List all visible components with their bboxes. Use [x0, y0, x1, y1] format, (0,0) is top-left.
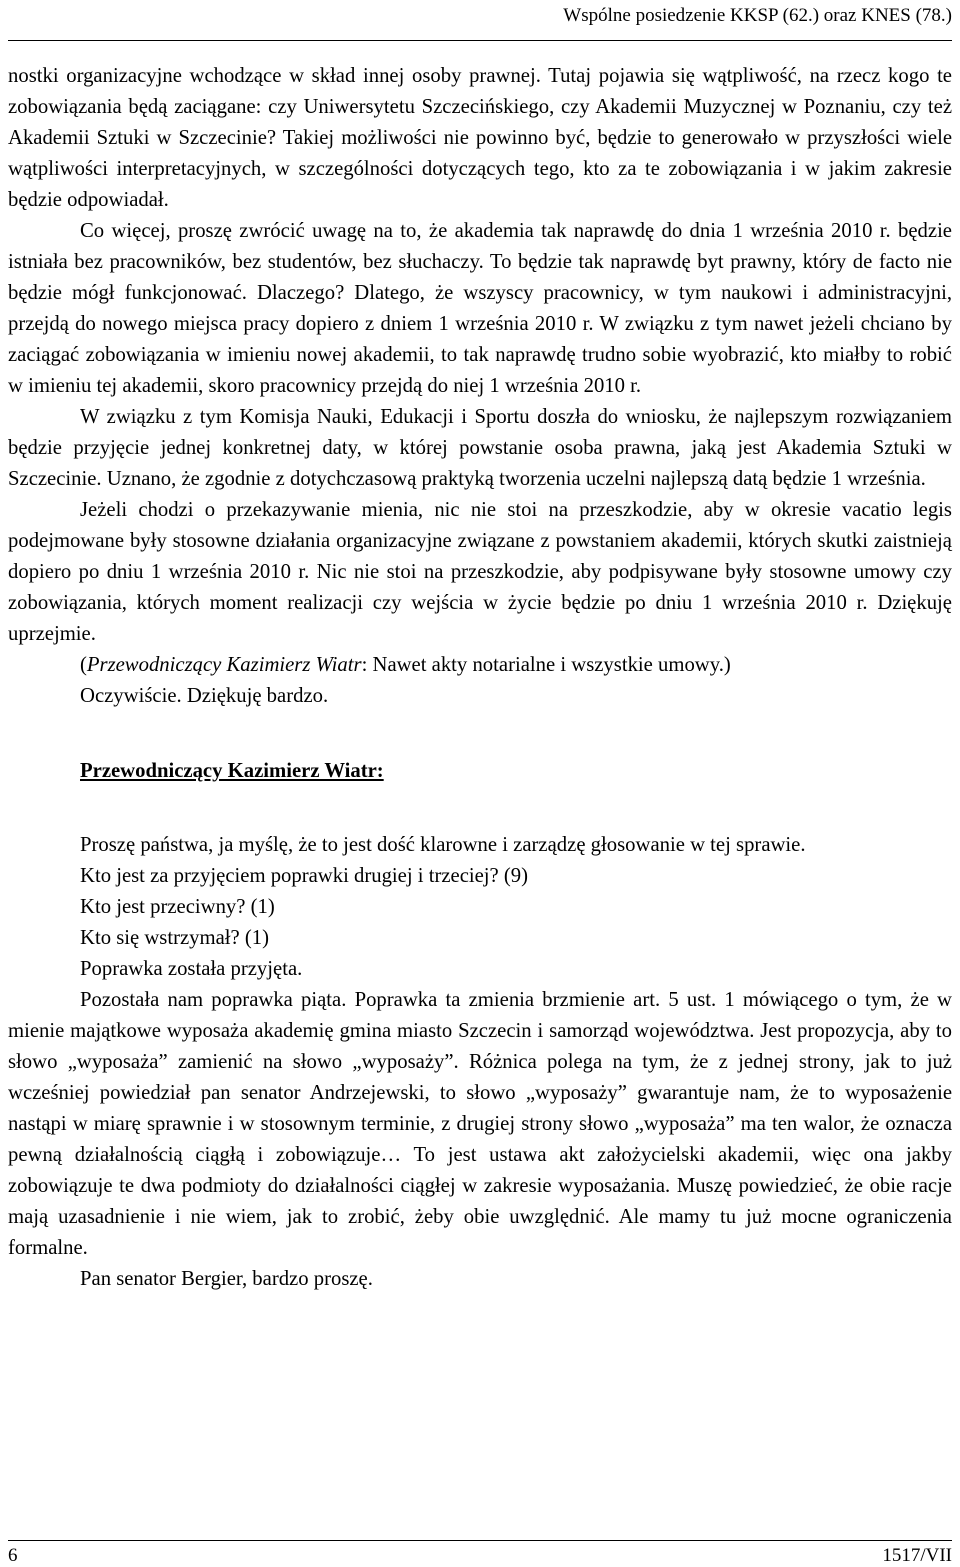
paragraph: W związku z tym Komisja Nauki, Edukacji i Sportu doszła do wniosku, że najlepszym rozwiązaniem będzie przyjęcie jednej konkretnej daty, w której powstanie osoba prawna, jaką jest Akademia Sztuki w Szczecinie. Uznano, że zgodnie z dotychczasową praktyką tworzenia uczelni najlepszą datą będzie 1 września. — [8, 406, 952, 490]
paragraph: Kto się wstrzymał? (1) — [80, 927, 270, 949]
paragraph: Co więcej, proszę zwrócić uwagę na to, że akademia tak naprawdę do dnia 1 września 2010 r. będzie istniała bez pracowników, bez studentów, bez słuchaczy. To będzie tak naprawdę byt prawny, który de facto nie będzie mógł funkcjonować. Dlaczego? Dlatego, że wszyscy pracownicy, w tym naukowi i administracyjni, przejdą do nowego miejsca pracy dopiero z dniem 1 września 2010 r. W związku z tym nawet jeżeli chciano by zaciągać zobowiązania w imieniu nowej akademii, to tak naprawdę trudno sobie wyobrazić, kto miałby to robić w imieniu tej akademii, skoro pracownicy przejdą do niej 1 września 2010 r. — [8, 220, 952, 397]
paragraph: Pan senator Bergier, bardzo proszę. — [80, 1268, 373, 1290]
document-number: 1517/VII — [882, 1545, 952, 1566]
interjection — [8, 650, 952, 681]
page-header — [8, 0, 952, 41]
paragraph: Jeżeli chodzi o przekazywanie mienia, nic nie stoi na przeszkodzie, aby w okresie vacatio legis podejmowane były stosowne działania organizacyjne związane z powstaniem akademii, których skutki zaistnieją dopiero po dniu 1 września 2010 r. Nic nie stoi na przeszkodzie, aby podpisywane były stosowne umowy czy zobowiązania, których moment realizacji czy wejścia w życie będzie po dniu 1 września 2010 r. Dziękuję uprzejmie. — [8, 499, 952, 645]
page-footer — [8, 1540, 952, 1566]
header-title: Wspólne posiedzenie KKSP (62.) oraz KNES (78.) — [563, 5, 952, 26]
paragraph: Pozostała nam poprawka piąta. Poprawka ta zmienia brzmienie art. 5 ust. 1 mówiącego o tym, że w mienie majątkowe wyposaża akademię gmina miasto Szczecin i samorząd województwa. Jest propozycja, aby to słowo „wyposaża” zamienić na słowo „wyposaży”. Różnica polega na tym, że z jednej strony, jak to już wcześniej powiedział pan senator Andrzejewski, to słowo „wyposaży” gwarantuje nam, że to wyposażenie nastąpi w miarę sprawnie i w stosownym terminie, z drugiej strony słowo „wyposaża” ma ten walor, że oznacza pewną działalnością ciągłą i zobowiązuje… To jest ustawa akt założycielski akademii, więc ona jakby zobowiązuje te dwa podmioty do działalności ciągłej w zakresie wyposażania. Muszę powiedzieć, że obie racje mają uzasadnienie i nie wiem, jak to zrobić, żeby obie uwzględnić. Ale mamy tu już mocne ograniczenia formalne. — [8, 989, 952, 1259]
page-number: 6 — [8, 1545, 18, 1566]
paragraph: Oczywiście. Dziękuję bardzo. — [80, 685, 329, 707]
paragraph: nostki organizacyjne wchodzące w skład innej osoby prawnej. Tutaj pojawia się wątpliwość, na rzecz kogo te zobowiązania będą zaciągane: czy Uniwersytetu Szczecińskiego, czy Akademii Muzycznej w Poznaniu, czy też Akademii Sztuki w Szczecinie? Takiej możliwości nie powinno być, będzie to generowało w przyszłości wiele wątpliwości interpretacyjnych, w szczególności dotyczących tego, kto za te zobowiązania i w jakim zakresie będzie odpowiadał. — [8, 65, 952, 211]
speaker-heading: Przewodniczący Kazimierz Wiatr: — [80, 760, 384, 782]
paragraph: Proszę państwa, ja myślę, że to jest dość klarowne i zarządzę głosowanie w tej sprawie. — [80, 834, 806, 856]
paragraph: Kto jest za przyjęciem poprawki drugiej i trzeciej? (9) — [80, 865, 529, 887]
interjection-text: : Nawet akty notarialne i wszystkie umowy.) — [361, 654, 731, 676]
transcript-body — [8, 61, 952, 1295]
paragraph: Poprawka została przyjęta. — [80, 958, 303, 980]
paragraph: Kto jest przeciwny? (1) — [80, 896, 275, 918]
interjection-open: ( — [80, 654, 87, 676]
interjection-speaker: Przewodniczący Kazimierz Wiatr — [86, 654, 362, 676]
